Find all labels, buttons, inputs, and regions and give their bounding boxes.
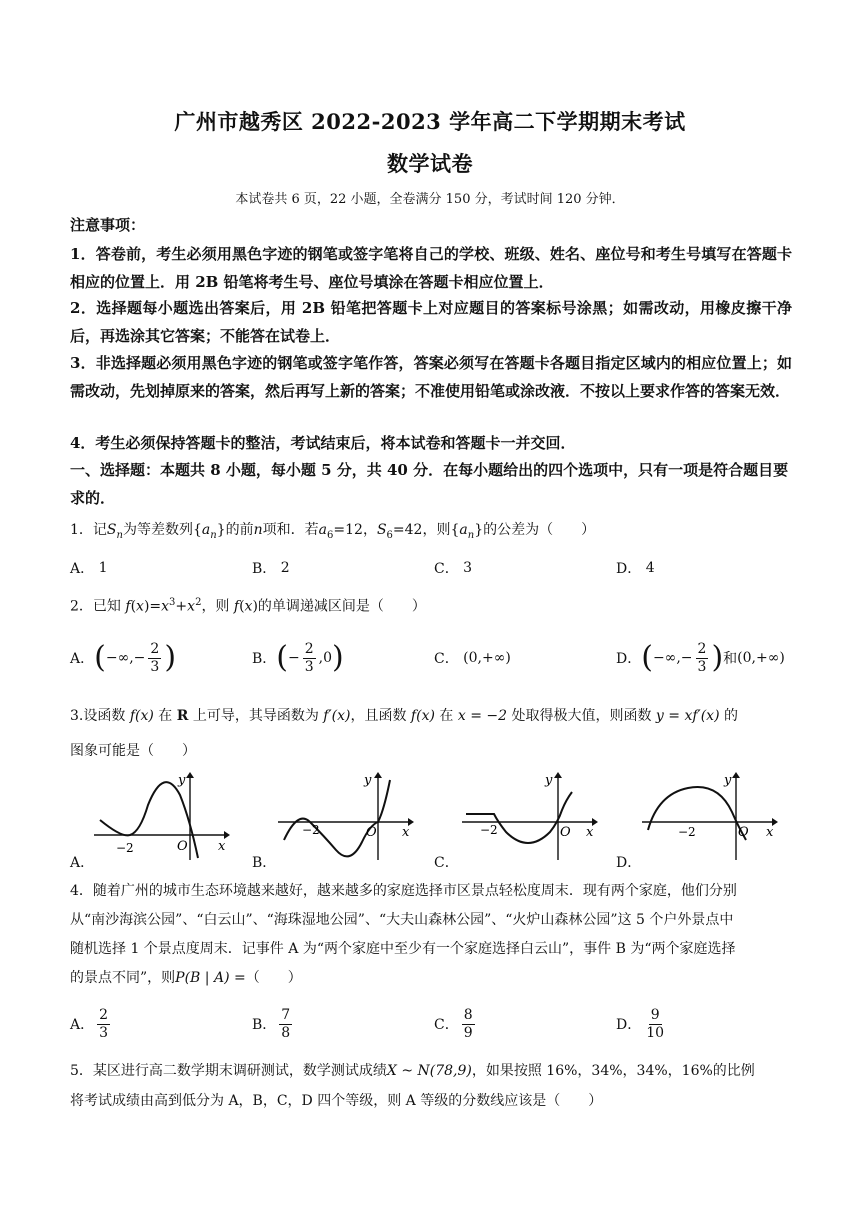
- note-item: 3．非选择题必须用黑色字迹的钢笔或签字笔作答，答案必须写在答题卡各题目指定区域内的相应位置上；如需改动，先划掉原来的答案，然后再写上新的答案；不准使用铅笔或涂改液．不按以上要求作答的答案无效．: [70, 354, 792, 400]
- graph-origin-label: O: [177, 839, 188, 854]
- graph-b-label: B．: [252, 855, 277, 871]
- option-b: B． ( − $\frac{2}{3}$ ,0 ): [252, 640, 344, 675]
- graph-d: [638, 770, 782, 862]
- graph-y-label: y: [724, 773, 732, 788]
- question-4-options: [70, 1004, 792, 1044]
- question-4: 4．随着广州的城市生态环境越来越好，越来越多的家庭选择市区景点轻松度周末．现有两个家庭，他们分别 从“南沙海滨公园”、“白云山”、“海珠湿地公园”、“大夫山森林公园”、“火炉山森林公园”这 5 个户外景点中 随机选择 1 个景点度周末．记事件 A 为“两个家庭中至少有一个家庭选择白云山”，事件 B 为“两个家庭选择 的景点不同”，则P(B | A) =（ ）: [70, 883, 737, 986]
- option-a: A． ( −∞,− $\frac{2}{3}$ ): [70, 640, 177, 675]
- graph-tick-label: −2: [116, 841, 134, 855]
- note-item: 4．考生必须保持答题卡的整洁，考试结束后，将本试卷和答题卡一并交回．: [70, 434, 576, 452]
- note-item: 2．选择题每小题选出答案后，用 2B 铅笔把答题卡上对应题目的答案标号涂黑；如需改动，用橡皮擦干净后，再选涂其它答案；不能答在试卷上．: [70, 299, 792, 345]
- graph-x-label: x: [766, 825, 774, 840]
- section-heading: 一、选择题：本题共 8 小题，每小题 5 分，共 40 分．在每小题给出的四个选项中，只有一项是符合题目要求的．: [70, 461, 789, 507]
- graph-a-label: A．: [70, 855, 95, 871]
- graph-origin-label: O: [560, 825, 571, 840]
- question-3: 3.设函数 f(x) 在 R 上可导，其导函数为 f′(x)，且函数 f(x) 在 x = −2 处取得极大值，则函数 y = xf′(x) 的: [70, 708, 738, 724]
- exam-intro: 本试卷共 6 页，22 小题，全卷满分 150 分，考试时间 120 分钟．: [235, 192, 625, 207]
- option-d: D． ( −∞,− $\frac{2}{3}$ ) 和 (0,+∞): [616, 640, 785, 675]
- question-2-options: [70, 638, 792, 678]
- option-b: B． 2: [252, 560, 290, 577]
- option-c: C． 3: [434, 560, 473, 577]
- graph-a: [90, 770, 230, 862]
- question-1: 1．记$S_n$为等差数列$\{a_n\}$的前n项和．若$a_6=12$，$S_6=42$，则$\{a_n\}$的公差为（ ）: [70, 522, 596, 541]
- question-1-options: [70, 548, 792, 588]
- graph-y-label: y: [545, 773, 553, 788]
- graph-tick-label: −2: [302, 823, 320, 837]
- graph-c: [458, 770, 602, 862]
- note-item: 1．答卷前，考生必须用黑色字迹的钢笔或签字笔将自己的学校、班级、姓名、座位号和考生号填写在答题卡相应的位置上．用 2B 铅笔将考生号、座位号填涂在答题卡相应位置上．: [70, 245, 792, 291]
- graph-origin-label: O: [366, 825, 377, 840]
- graph-tick-label: −2: [678, 825, 696, 839]
- option-b: B． $\frac{7}{8}$: [252, 1006, 291, 1041]
- graph-tick-label: −2: [480, 823, 498, 837]
- exam-subtitle: 数学试卷: [387, 151, 473, 176]
- option-c: C． (0,+∞): [434, 650, 511, 667]
- option-d: D． 4: [616, 560, 655, 577]
- question-3-line2: 图象可能是（ ）: [70, 743, 196, 759]
- graph-y-label: y: [364, 773, 372, 788]
- exam-title: 广州市越秀区 2022-2023 学年高二下学期期末考试: [174, 109, 686, 134]
- graph-y-label: y: [178, 773, 186, 788]
- graph-x-label: x: [586, 825, 594, 840]
- option-a: A． $\frac{2}{3}$: [70, 1006, 109, 1041]
- graph-d-label: D．: [616, 855, 642, 871]
- graph-b: [274, 770, 418, 862]
- option-c: C． $\frac{8}{9}$: [434, 1006, 473, 1041]
- graph-c-label: C．: [434, 855, 459, 871]
- notes-title: 注意事项：: [70, 216, 146, 234]
- graph-origin-label: O: [738, 825, 749, 840]
- option-d: D． $\frac{9}{10}$: [616, 1006, 665, 1041]
- question-2: 2．已知 $f(x)=x^3+x^2$，则 f(x)的单调递减区间是（ ）: [70, 597, 426, 615]
- graph-x-label: x: [218, 839, 226, 854]
- graph-x-label: x: [402, 825, 410, 840]
- option-a: A． 1: [70, 560, 108, 577]
- question-5: 5．某区进行高二数学期末调研测试，数学测试成绩X ~ N(78,9)，如果按照 16%，34%，34%，16%的比例 将考试成绩由高到低分为 A，B，C，D 四个等级，则 A 等级的分数线应该是（ ）: [70, 1063, 755, 1109]
